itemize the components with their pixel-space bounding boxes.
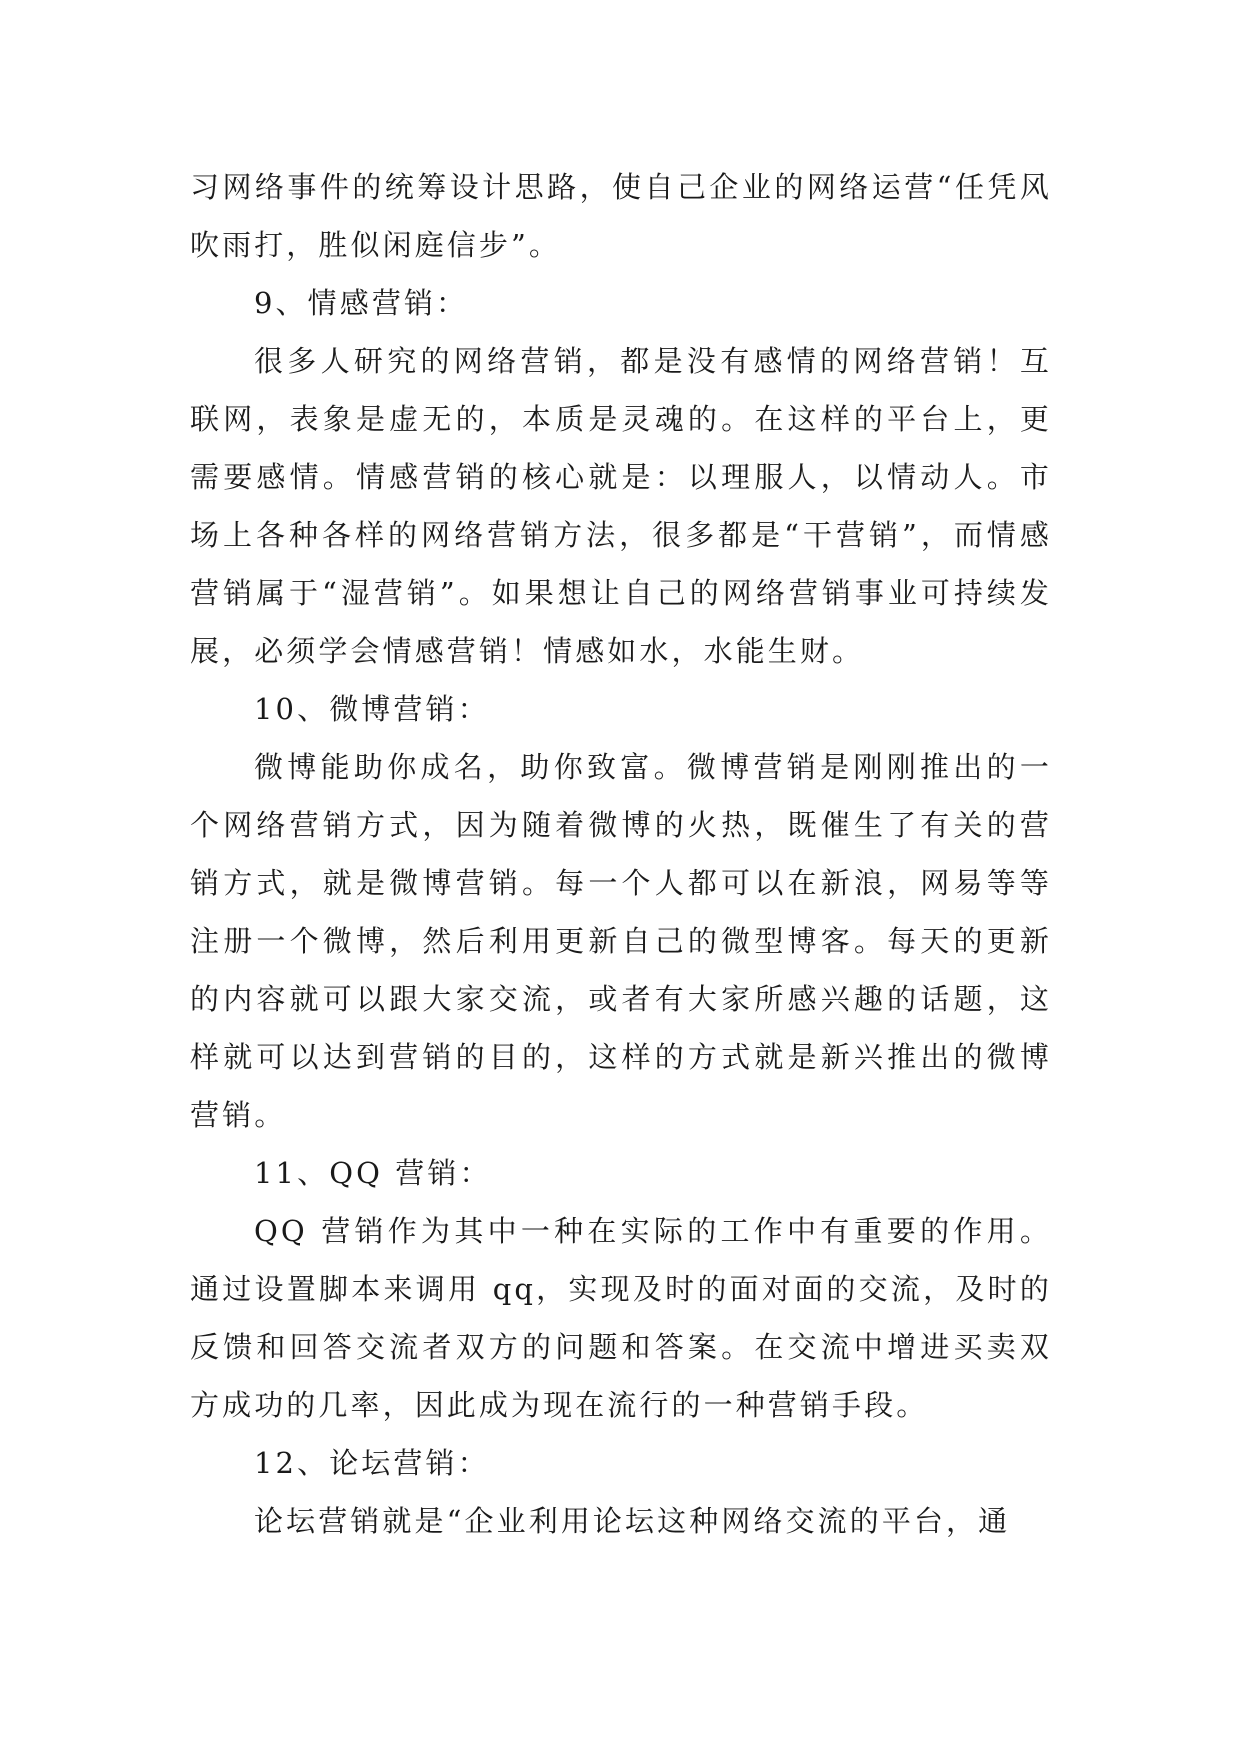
section-heading-qq-marketing: 11、QQ 营销： xyxy=(254,1156,492,1190)
section-heading-forum-marketing: 12、论坛营销： xyxy=(254,1446,490,1480)
section-heading-emotional-marketing: 9、情感营销： xyxy=(254,286,469,320)
section-heading-weibo-marketing: 10、微博营销： xyxy=(254,692,490,726)
paragraph-qq-marketing: QQ 营销作为其中一种在实际的工作中有重要的作用。通过设置脚本来调用 qq，实现及时的面对面的交流，及时的反馈和回答交流者双方的问题和答案。在交流中增进买卖双方成功的几率，因此成为现在流行的一种营销手段。 xyxy=(190,1214,1052,1422)
paragraph-weibo-marketing: 微博能助你成名，助你致富。微博营销是刚刚推出的一个网络营销方式，因为随着微博的火热，既催生了有关的营销方式，就是微博营销。每一个人都可以在新浪，网易等等注册一个微博，然后利用更新自己的微型博客。每天的更新的内容就可以跟大家交流，或者有大家所感兴趣的话题，这样就可以达到营销的目的，这样的方式就是新兴推出的微博营销。 xyxy=(190,750,1052,1132)
paragraph-emotional-marketing: 很多人研究的网络营销，都是没有感情的网络营销！互联网，表象是虚无的，本质是灵魂的。在这样的平台上，更需要感情。情感营销的核心就是：以理服人，以情动人。市场上各种各样的网络营销方法，很多都是“干营销”，而情感营销属于“湿营销”。如果想让自己的网络营销事业可持续发展，必须学会情感营销！情感如水，水能生财。 xyxy=(190,344,1052,668)
paragraph-continuation: 习网络事件的统筹设计思路，使自己企业的网络运营“任凭风吹雨打，胜似闲庭信步”。 xyxy=(190,170,1052,262)
document-body xyxy=(190,158,1052,1550)
paragraph-forum-marketing: 论坛营销就是“企业利用论坛这种网络交流的平台，通 xyxy=(254,1504,1011,1538)
